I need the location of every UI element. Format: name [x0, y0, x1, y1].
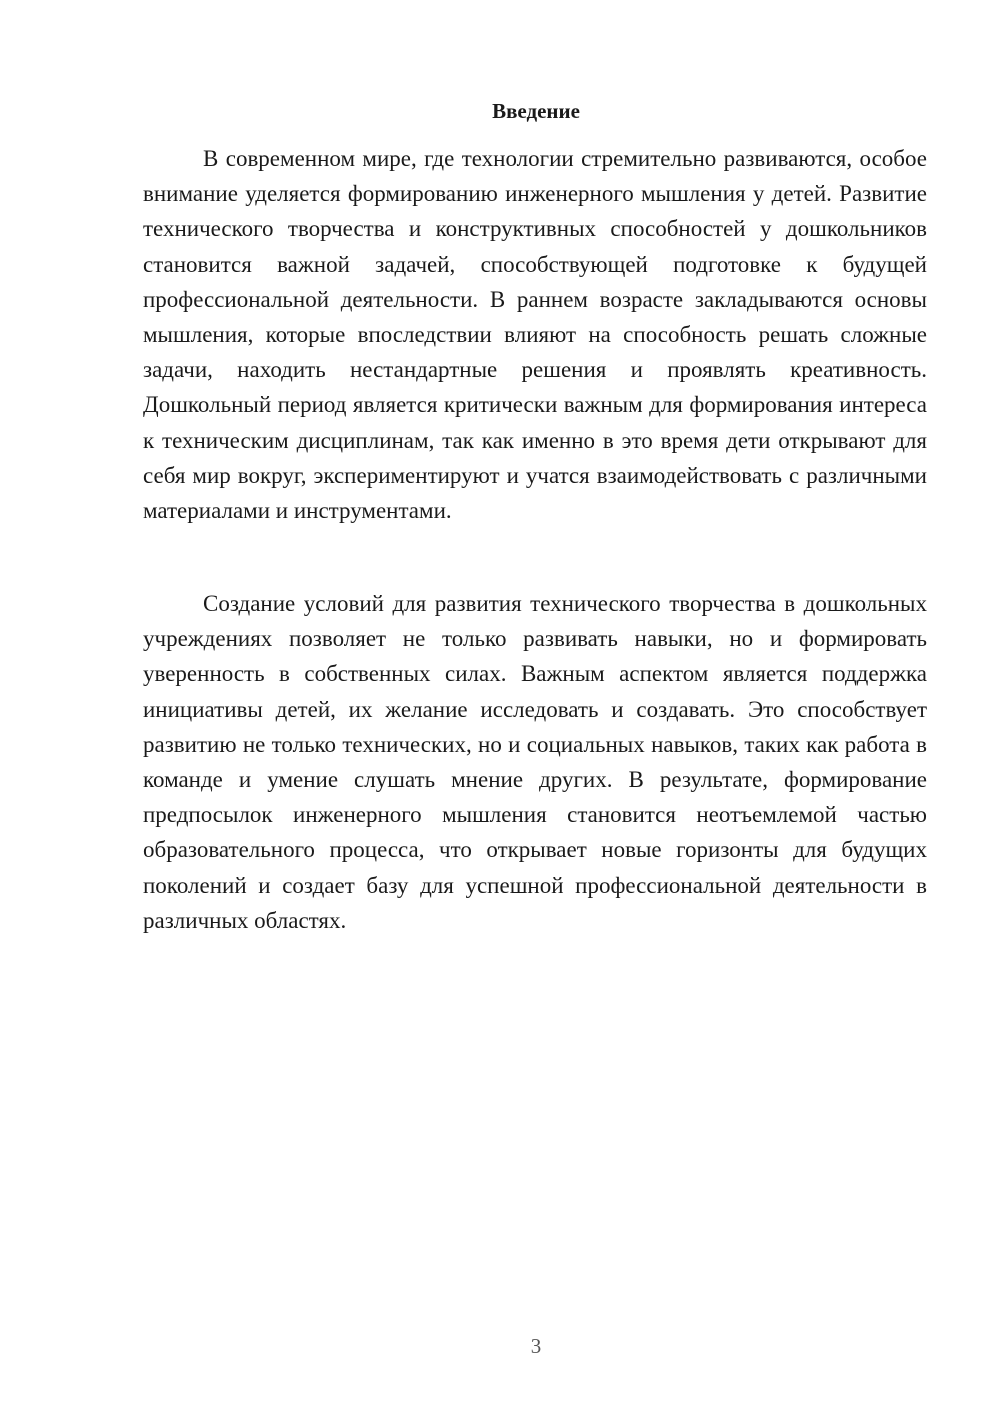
paragraph-2: Создание условий для развития технического творчества в дошкольных учреждениях позволяет не только развивать навыки, но и формировать уверенность в собственных силах. Важным аспектом является поддержка инициативы детей, их желание исследовать и создавать. Это способствует развитию не только технических, но и социальных навыков, таких как работа в команде и умение слушать мнение других. В результате, формирование предпосылок инженерного мышления становится неотъемлемой частью образовательного процесса, что открывает новые горизонты для будущих поколений и создает базу для успешной профессиональной деятельности в различных областях. [143, 591, 927, 933]
page-number: 3 [530, 1334, 542, 1358]
paragraph-1: В современном мире, где технологии стремительно развиваются, особое внимание уделяется формированию инженерного мышления у детей. Развитие технического творчества и конструктивных способностей у дошкольников становится важной задачей, способствующей подготовке к будущей профессиональной деятельности. В раннем возрасте закладываются основы мышления, которые впоследствии влияют на способность решать сложные задачи, находить нестандартные решения и проявлять креативность. Дошкольный период является критически важным для формирования интереса к техническим дисциплинам, так как именно в это время дети открывают для себя мир вокруг, экспериментируют и учатся взаимодействовать с различными материалами и инструментами. [143, 146, 927, 524]
section-heading: Введение [492, 99, 580, 123]
